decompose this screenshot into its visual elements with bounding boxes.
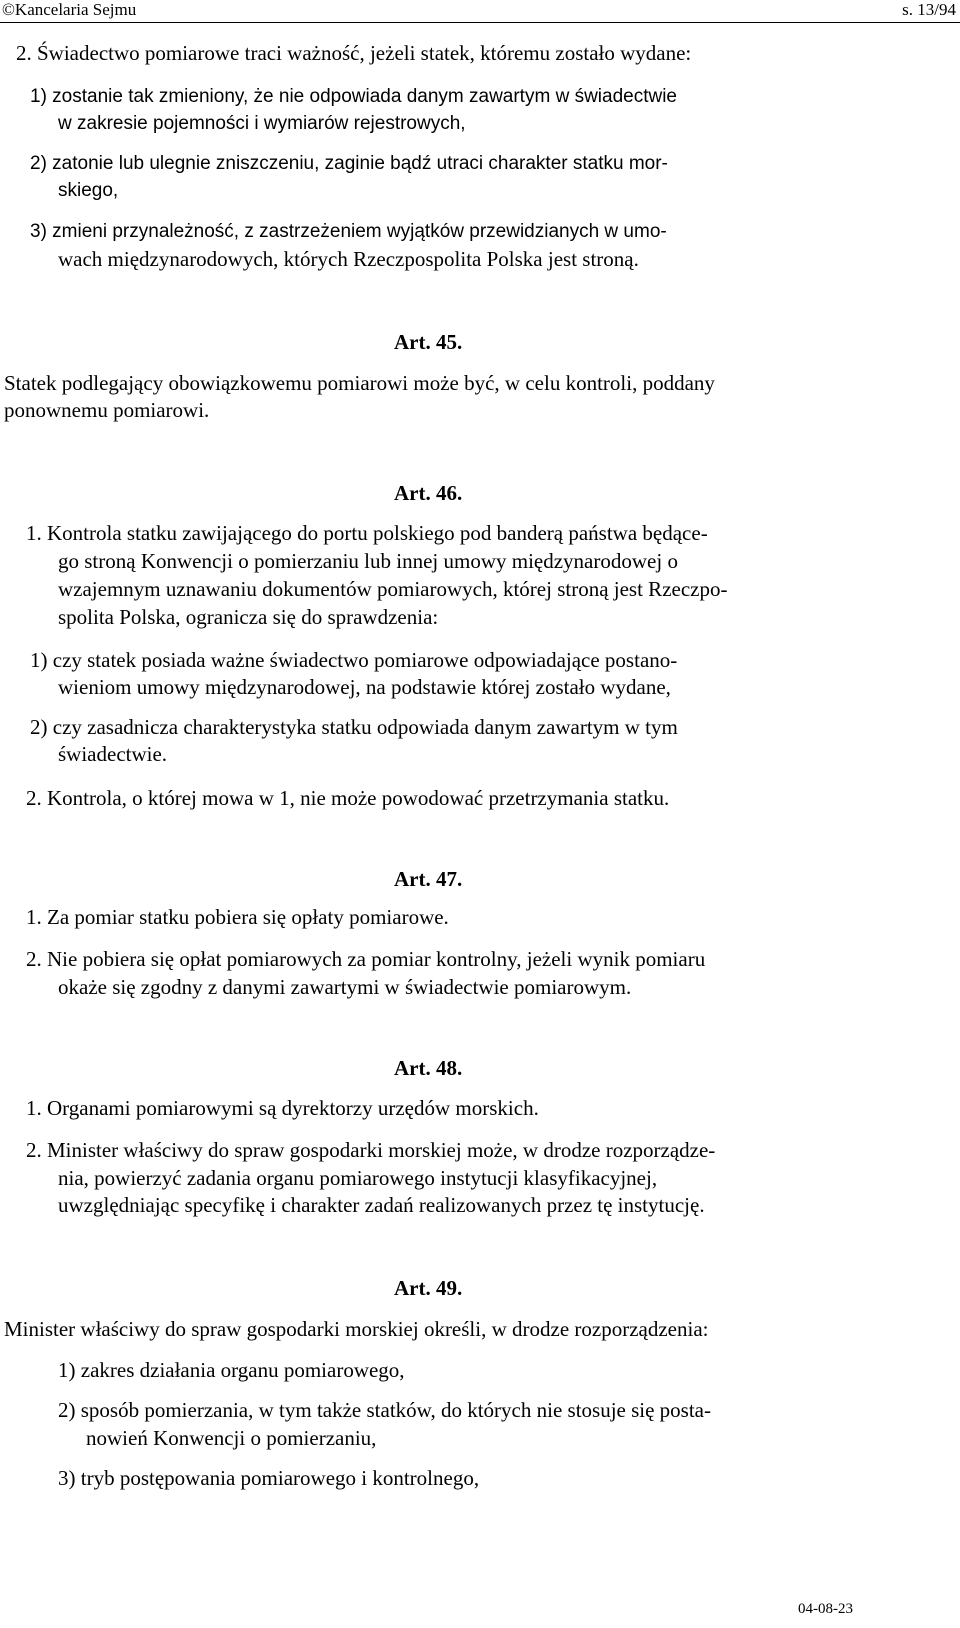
art46-item-2-line-1: 2) czy zasadnicza charakterystyka statku odpowiada danym zawartym w tym — [30, 715, 678, 739]
art46-p1-line-4: spolita Polska, ogranicza się do sprawdzenia: — [58, 605, 439, 629]
art46-p1-line-3: wzajemnym uznawaniu dokumentów pomiarowych, której stroną jest Rzeczpo- — [58, 577, 728, 601]
art46-title: Art. 46. — [394, 481, 463, 505]
art48-title: Art. 48. — [394, 1056, 463, 1080]
header-copyright: ©Kancelaria Sejmu — [2, 0, 137, 19]
art47-title: Art. 47. — [394, 867, 463, 891]
header-page-number: s. 13/94 — [902, 0, 956, 19]
art49-item-1: 1) zakres działania organu pomiarowego, — [58, 1358, 405, 1382]
art48-p2-line-3: uwzględniając specyfikę i charakter zadań realizowanych przez tę instytucję. — [58, 1193, 705, 1217]
art49-item-2-line-1: 2) sposób pomierzania, w tym także statków, do których nie stosuje się posta- — [58, 1398, 711, 1422]
art46-p1-line-1: 1. Kontrola statku zawijającego do portu polskiego pod banderą państwa będące- — [26, 521, 708, 545]
art44-item-2-line-1: 2) zatonie lub ulegnie zniszczeniu, zaginie bądź utraci charakter statku mor- — [30, 153, 668, 174]
art47-p2-line-1: 2. Nie pobiera się opłat pomiarowych za pomiar kontrolny, jeżeli wynik pomiaru — [26, 947, 706, 971]
art48-p2-line-1: 2. Minister właściwy do spraw gospodarki morskiej może, w drodze rozporządze- — [26, 1138, 716, 1162]
page-header — [0, 0, 960, 23]
art46-item-1-line-2: wieniom umowy międzynarodowej, na podstawie której zostało wydane, — [58, 675, 671, 699]
art44-item-1-line-1: 1) zostanie tak zmieniony, że nie odpowiada danym zawartym w świadectwie — [30, 86, 678, 107]
art49-intro: Minister właściwy do spraw gospodarki morskiej określi, w drodze rozporządzenia: — [4, 1317, 709, 1341]
art44-item-3-line-2: wach międzynarodowych, których Rzeczpospolita Polska jest stroną. — [58, 247, 639, 271]
art47-paragraph-1: 1. Za pomiar statku pobiera się opłaty pomiarowe. — [26, 905, 449, 929]
art44-paragraph-2: 2. Świadectwo pomiarowe traci ważność, jeżeli statek, któremu zostało wydane: — [16, 41, 692, 65]
art48-p2-line-2: nia, powierzyć zadania organu pomiarowego instytucji klasyfikacyjnej, — [58, 1166, 658, 1190]
art48-paragraph-1: 1. Organami pomiarowymi są dyrektorzy urzędów morskich. — [26, 1096, 539, 1120]
art45-line-1: Statek podlegający obowiązkowemu pomiarowi może być, w celu kontroli, poddany — [4, 371, 715, 395]
page-footer-date: 04-08-23 — [798, 1601, 853, 1617]
art44-item-1-line-2: w zakresie pojemności i wymiarów rejestrowych, — [58, 113, 466, 134]
art46-paragraph-2: 2. Kontrola, o której mowa w 1, nie może powodować przetrzymania statku. — [26, 786, 670, 810]
art49-item-3: 3) tryb postępowania pomiarowego i kontrolnego, — [58, 1466, 480, 1490]
art47-p2-line-2: okaże się zgodny z danymi zawartymi w świadectwie pomiarowym. — [58, 975, 632, 999]
art46-p1-line-2: go stroną Konwencji o pomierzaniu lub innej umowy międzynarodowej o — [58, 549, 678, 573]
art44-item-2-line-2: skiego, — [58, 180, 119, 201]
art44-item-3-line-1: 3) zmieni przynależność, z zastrzeżeniem wyjątków przewidzianych w umo- — [30, 221, 667, 242]
art45-title: Art. 45. — [394, 330, 463, 354]
art45-line-2: ponownemu pomiarowi. — [4, 398, 210, 422]
art49-title: Art. 49. — [394, 1276, 463, 1300]
art46-item-2-line-2: świadectwie. — [58, 742, 168, 766]
art46-item-1-line-1: 1) czy statek posiada ważne świadectwo pomiarowe odpowiadające postano- — [30, 648, 678, 672]
art49-item-2-line-2: nowień Konwencji o pomierzaniu, — [86, 1426, 377, 1450]
